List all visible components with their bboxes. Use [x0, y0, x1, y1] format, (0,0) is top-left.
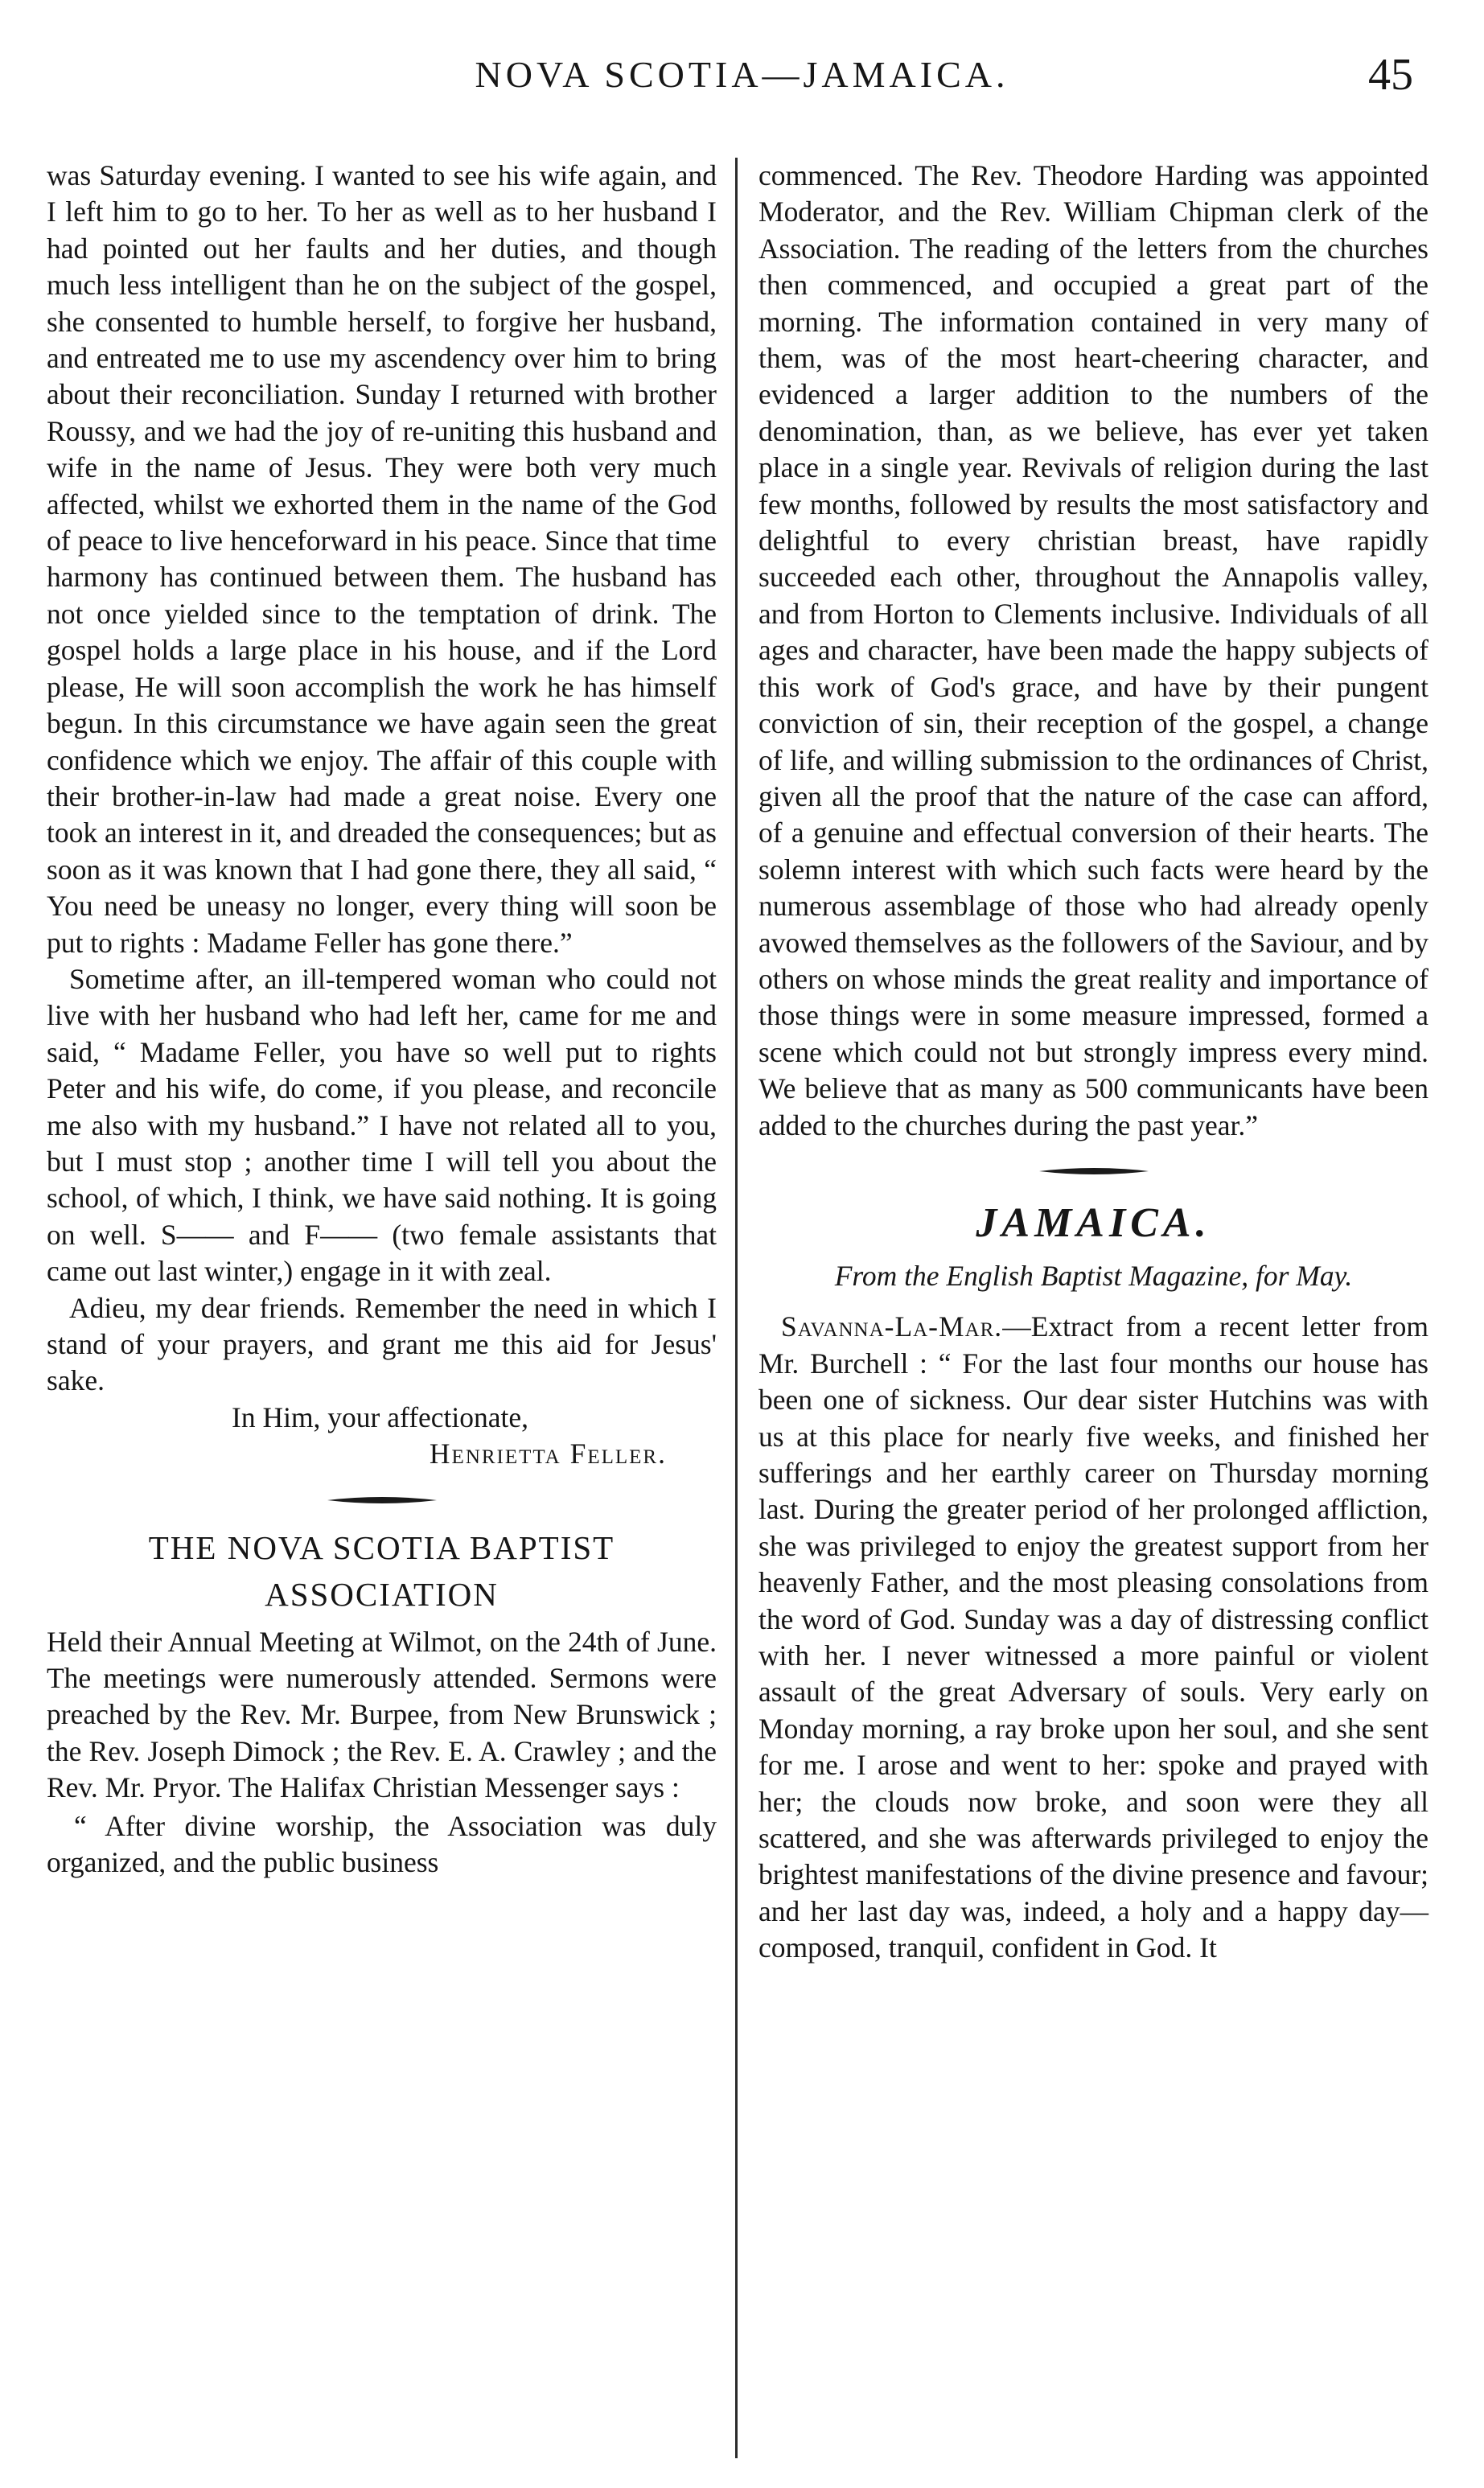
- jamaica-paragraph: [758, 1309, 1429, 1966]
- section-title-line-2: ASSOCIATION: [265, 1575, 499, 1613]
- right-column: [758, 158, 1429, 1967]
- association-paragraph: Held their Annual Meeting at Wilmot, on the 24th of June. The meetings were numerously attended. Sermons were preached by the Rev. Mr. Burpee, from New Brunswick ; the Rev. Joseph Dimock ; the Rev. E. A. Crawley ; and the Rev. Mr. Pryor. The Halifax Christian Messenger says :: [47, 1625, 717, 1804]
- column-divider: [735, 158, 738, 2458]
- place-name: Savanna-La-Mar.: [781, 1310, 1003, 1343]
- association-quote-continued: commenced. The Rev. Theodore Harding was appointed Moderator, and the Rev. William Chipman clerk of the Association. The reading of the letters from the churches then commenced, and occupied a great part of the morning. The information contained in very many of them, was of the most heart-cheering character, and evidenced a larger addition to the numbers of the denomination, than, as we believe, has ever yet taken place in a single year. Revivals of religion during the last few months, followed by results the most satisfactory and delightful to every christian breast, have rapidly succeeded each other, throughout the Annapolis valley, and from Horton to Clements inclusive. Individuals of all ages and character, have been made the happy subjects of this work of God's grace, and have by their pungent conviction of sin, their reception of the gospel, a change of life, and willing submission to the ordinances of Christ, given all the proof that the nature of the case can afford, of a genuine and effectual conversion of their hearts. The solemn interest with which such facts were heard by the numerous assemblage of those who had already openly avowed themselves as the followers of the Saviour, and by others on whose minds the great reality and importance of those things were in some measure impressed, formed a scene which could not but strongly impress every mind. We believe that as many as 500 communicants have been added to the churches during the past year.”: [758, 159, 1429, 1141]
- letter-signature: Henrietta Feller.: [429, 1437, 667, 1470]
- section-title-line-1: THE NOVA SCOTIA BAPTIST: [148, 1528, 615, 1566]
- page-number: 45: [1368, 50, 1413, 100]
- letter-paragraph-2: Sometime after, an ill-tempered woman who could not live with her husband who had left her, came for me and said, “ Madame Feller, you have so well put to rights Peter and his wife, do come, if you please, and reconcile me also with my husband.” I have not related all to you, but I must stop ; another time I will tell you about the school, of which, I think, we have said nothing. It is going on well. S—— and F—— (two female assistants that came out last winter,) engage in it with zeal.: [47, 962, 717, 1288]
- section-title: [47, 1524, 717, 1618]
- letter-closing: In Him, your affectionate,: [232, 1400, 529, 1433]
- page-header: [0, 39, 1484, 127]
- letter-paragraph-3: Adieu, my dear friends. Remember the need in which I stand of your prayers, and grant me this aid for Jesus' sake.: [47, 1291, 717, 1397]
- jamaica-heading: JAMAICA.: [976, 1199, 1211, 1246]
- jamaica-paragraph-text: —Extract from a recent letter from Mr. Burchell : “ For the last four months our house has been one of sickness. Our dear sister Hutchins was with us at this place for nearly five weeks, and finished her sufferings and her earthly career on Thursday morning last. During the greater period of her prolonged affliction, she was privileged to enjoy the greatest support from her heavenly Father, and the most pleasing consolations from the word of God. Sunday was a day of distressing conflict with her. I never witnessed a more painful or violent assault of the great Adversary of souls. Very early on Monday morning, a ray broke upon her soul, and she sent for me. I arose and went to her: spoke and prayed with her; the clouds now broke, and soon were they all scattered, and she was afterwards privileged to enjoy the brightest manifestations of the divine presence and favour; and her last day was, indeed, a holy and a happy day—composed, tranquil, confident in God. It: [758, 1310, 1429, 1964]
- source-line: From the English Baptist Magazine, for May.: [834, 1259, 1353, 1292]
- association-quote-start: “ After divine worship, the Association was duly organized, and the public business: [47, 1809, 717, 1879]
- left-column: [47, 158, 717, 1881]
- decorative-rule-ornament-icon: [1038, 1165, 1150, 1178]
- letter-paragraph-1: was Saturday evening. I wanted to see his wife again, and I left him to go to her. To her as well as to her husband I had pointed out her faults and her duties, and though much less intelligent than he on the subject of the gospel, she consented to humble herself, to forgive her husband, and entreated me to use my ascendency over him to bring about their reconciliation. Sunday I returned with brother Roussy, and we had the joy of re-uniting this husband and wife in the name of Jesus. They were both very much affected, whilst we exhorted them in the name of the God of peace to live henceforward in his peace. Since that time harmony has continued between them. The husband has not once yielded since to the temptation of drink. The gospel holds a large place in his house, and if the Lord please, He will soon accomplish the work he has himself begun. In this circumstance we have again seen the great confidence which we enjoy. The affair of this couple with their brother-in-law had made a great noise. Every one took an interest in it, and dreaded the consequences; but as soon as it was known that I had gone there, they all said, “ You need be uneasy no longer, every thing will soon be put to rights : Madame Feller has gone there.”: [47, 159, 717, 959]
- decorative-rule-ornament-icon: [326, 1494, 438, 1507]
- running-head: NOVA SCOTIA—JAMAICA.: [475, 54, 1009, 95]
